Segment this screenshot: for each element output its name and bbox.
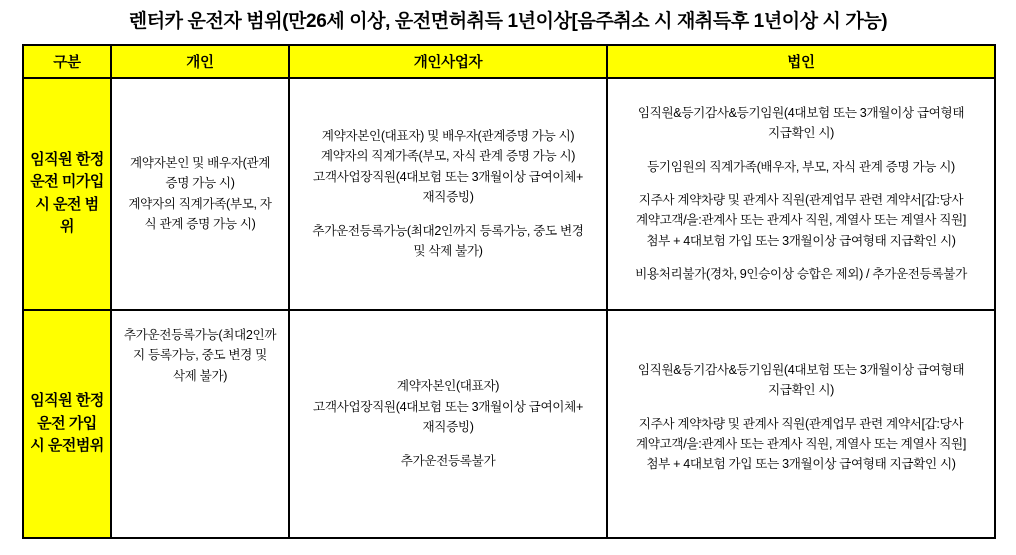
cell-line: 삭제 불가) xyxy=(172,368,228,383)
cell-spacer xyxy=(296,438,600,451)
cell-line: 고객사업장직원(4대보험 또는 3개월이상 급여이체+ xyxy=(313,399,583,414)
cell-spacer xyxy=(614,177,988,190)
cell-line: 재직증빙) xyxy=(422,420,474,435)
cell-spacer xyxy=(614,144,988,157)
cell-line: 계약자의 직계가족(부모, 자식 관계 증명 가능 시) xyxy=(320,149,576,164)
cell-line: 계약자의 직계가족(부모, 자 xyxy=(128,196,272,211)
column-header-category: 구분 xyxy=(23,45,111,78)
cell-line: 계약고객/을:관계사 또는 관계사 직원, 계열사 또는 계열사 직원] xyxy=(635,213,967,228)
cell-line: 식 관계 증명 가능 시) xyxy=(144,217,256,232)
cell-row1-corporation xyxy=(607,78,995,310)
cell-line: 고객사업장직원(4대보험 또는 3개월이상 급여이체+ xyxy=(313,169,583,184)
cell-row2-sole-proprietor xyxy=(289,310,607,538)
cell-line: 지주사 계약차량 및 관계사 직원(관계업무 관련 계약서[갑:당사 xyxy=(638,416,964,431)
column-header-sole-proprietor: 개인사업자 xyxy=(289,45,607,78)
cell-spacer xyxy=(614,251,988,264)
cell-line: 첨부 + 4대보험 가입 또는 3개월이상 급여형태 지급확인 시) xyxy=(646,233,956,248)
table-body xyxy=(23,78,995,538)
table-header xyxy=(23,45,995,78)
cell-line: 임직원&등기감사&등기임원(4대보험 또는 3개월이상 급여형태 xyxy=(637,362,965,377)
cell-spacer xyxy=(296,208,600,221)
cell-line: 계약자본인 및 배우자(관계 xyxy=(129,155,271,170)
row-header-not-enrolled: 임직원 한정운전 미가입 시 운전 범위 xyxy=(23,78,111,310)
column-header-corporation: 법인 xyxy=(607,45,995,78)
cell-row1-sole-proprietor xyxy=(289,78,607,310)
cell-row1-individual xyxy=(111,78,289,310)
cell-line: 지 등록가능, 중도 변경 및 xyxy=(133,348,267,363)
row-header-enrolled: 임직원 한정운전 가입 시 운전범위 xyxy=(23,310,111,538)
cell-spacer xyxy=(614,401,988,414)
cell-row2-individual xyxy=(111,310,289,538)
column-header-individual: 개인 xyxy=(111,45,289,78)
cell-line: 증명 가능 시) xyxy=(165,176,235,191)
table-row xyxy=(23,78,995,310)
cell-line: 임직원&등기감사&등기임원(4대보험 또는 3개월이상 급여형태 xyxy=(637,105,965,120)
cell-line: 지급확인 시) xyxy=(767,383,835,398)
cell-line: 비용처리불가(경차, 9인승이상 승합은 제외) / 추가운전등록불가 xyxy=(635,267,967,282)
cell-line: 추가운전등록불가 xyxy=(400,453,496,468)
page-title: 렌터카 운전자 범위(만26세 이상, 운전면허취득 1년이상[음주취소 시 재취득후 1년이상 시 가능) xyxy=(128,11,888,32)
cell-line: 등기임원의 직계가족(배우자, 부모, 자식 관계 증명 가능 시) xyxy=(647,159,955,174)
cell-line: 지주사 계약차량 및 관계사 직원(관계업무 관련 계약서[갑:당사 xyxy=(638,193,964,208)
cell-line: 재직증빙) xyxy=(422,190,474,205)
cell-spacer xyxy=(614,475,988,488)
driver-scope-table xyxy=(22,44,996,539)
cell-line: 계약고객/을:관계사 또는 관계사 직원, 계열사 또는 계열사 직원] xyxy=(635,436,967,451)
table-container xyxy=(0,44,1016,539)
table-row xyxy=(23,310,995,538)
cell-row2-corporation xyxy=(607,310,995,538)
table-header-row xyxy=(23,45,995,78)
cell-line: 계약자본인(대표자) 및 배우자(관계증명 가능 시) xyxy=(321,129,575,144)
cell-line: 첨부 + 4대보험 가입 또는 3개월이상 급여형태 지급확인 시) xyxy=(646,457,956,472)
cell-line: 지급확인 시) xyxy=(767,126,835,141)
cell-line: 추가운전등록가능(최대2인까 xyxy=(123,327,277,342)
cell-line: 추가운전등록가능(최대2인까지 등록가능, 중도 변경 xyxy=(312,223,584,238)
cell-line: 계약자본인(대표자) xyxy=(396,379,500,394)
cell-line: 및 삭제 불가) xyxy=(413,244,483,259)
